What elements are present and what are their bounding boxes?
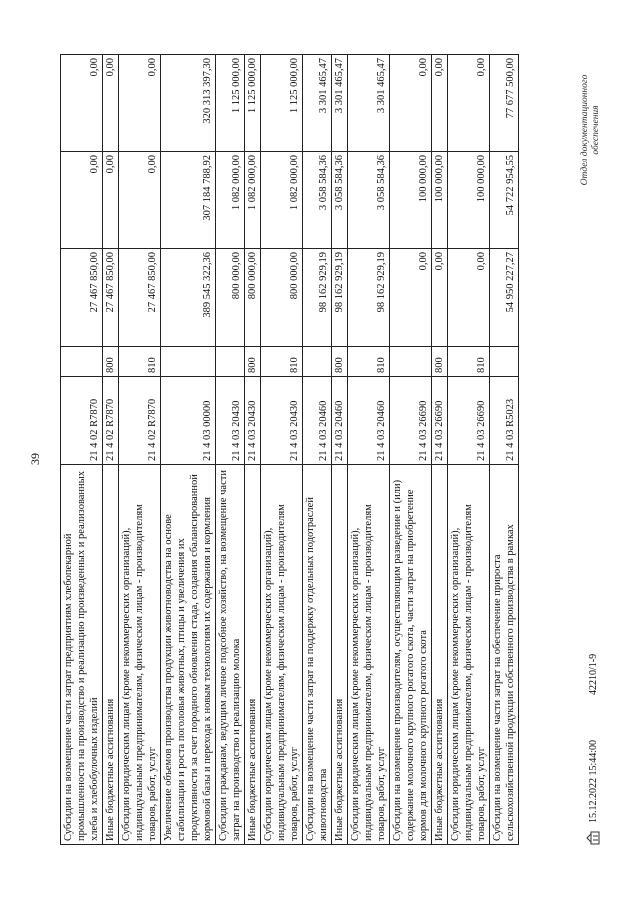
cell-code: 21 4 03 20460 [303, 377, 332, 465]
cell-code: 21 4 03 20430 [261, 377, 303, 465]
cell-a3: 1 125 000,00 [245, 55, 261, 152]
cell-a3: 1 125 000,00 [261, 55, 303, 152]
budget-table-body [61, 55, 519, 845]
cell-code: 21 4 03 20430 [245, 377, 261, 465]
footer-doc-id: 42210/1-9 [588, 653, 599, 695]
cell-name: Иные бюджетные ассигнования [103, 465, 119, 845]
cell-vr [390, 347, 432, 377]
cell-a3: 0,00 [103, 55, 119, 152]
cell-a2: 0,00 [103, 152, 119, 249]
cell-a3: 0,00 [390, 55, 432, 152]
cell-name: Субсидии юридическим лицам (кроме некоммерческих организаций), индивидуальным предпринимателям, физическим лицам - производителям товаров, работ, услуг [348, 465, 390, 845]
cell-a3: 1 125 000,00 [216, 55, 245, 152]
cell-vr [161, 347, 216, 377]
cell-vr [490, 347, 519, 377]
cell-a2: 0,00 [61, 152, 103, 249]
cell-a3: 0,00 [119, 55, 161, 152]
cell-a1: 0,00 [390, 249, 432, 347]
cell-vr: 810 [261, 347, 303, 377]
cell-name: Субсидии юридическим лицам (кроме некоммерческих организаций), индивидуальным предпринимателям, физическим лицам - производителям товаров, работ, услуг [261, 465, 303, 845]
cell-a3: 320 313 397,30 [161, 55, 216, 152]
footer-timestamp: 15.12.2022 15:44:00 [588, 739, 599, 823]
table-row [61, 55, 103, 845]
cell-a3: 3 301 465,47 [303, 55, 332, 152]
cell-name: Субсидии на возмещение части затрат на поддержку отдельных подотраслей животноводства [303, 465, 332, 845]
cell-a3: 0,00 [432, 55, 448, 152]
cell-name: Иные бюджетные ассигнования [332, 465, 348, 845]
cell-code: 21 4 03 20460 [348, 377, 390, 465]
table-row [103, 55, 119, 845]
table-row [261, 55, 303, 845]
cell-a2: 307 184 788,92 [161, 152, 216, 249]
cell-vr [216, 347, 245, 377]
cell-code: 21 4 03 00000 [161, 377, 216, 465]
cell-a2: 100 000,00 [390, 152, 432, 249]
cell-name: Субсидии юридическим лицам (кроме некоммерческих организаций), индивидуальным предпринимателям, физическим лицам - производителям товаров, работ, услуг [119, 465, 161, 845]
cell-a1: 0,00 [432, 249, 448, 347]
table-row [448, 55, 490, 845]
table-row [390, 55, 432, 845]
cell-a1: 98 162 929,19 [332, 249, 348, 347]
cell-code: 21 4 02 R7870 [103, 377, 119, 465]
cell-name: Субсидии на возмещение части затрат предприятиям хлебопекарной промышленности на производство и реализацию произведенных и реализованных хлеба и хлебобулочных изделий [61, 465, 103, 845]
table-row [161, 55, 216, 845]
table-row [348, 55, 390, 845]
cell-a2: 54 722 954,55 [490, 152, 519, 249]
cell-vr [303, 347, 332, 377]
cell-a1: 98 162 929,19 [303, 249, 332, 347]
cell-name: Субсидии на возмещение части затрат на обеспечение прироста сельскохозяйственной продукции собственного производства в рамках [490, 465, 519, 845]
cell-a2: 100 000,00 [448, 152, 490, 249]
page-number: 39 [28, 453, 42, 465]
table-row [245, 55, 261, 845]
cell-a2: 3 058 584,36 [303, 152, 332, 249]
cell-a3: 0,00 [448, 55, 490, 152]
cell-a1: 800 000,00 [216, 249, 245, 347]
cell-code: 21 4 03 26690 [432, 377, 448, 465]
cell-a3: 3 301 465,47 [348, 55, 390, 152]
footer-dept-line2: обеспечения [591, 105, 601, 155]
cell-vr: 800 [245, 347, 261, 377]
table-row [490, 55, 519, 845]
footer-department [580, 55, 602, 205]
page-footer [578, 55, 618, 845]
cell-a1: 389 545 322,36 [161, 249, 216, 347]
cell-vr: 810 [348, 347, 390, 377]
cell-name: Иные бюджетные ассигнования [245, 465, 261, 845]
table-row [303, 55, 332, 845]
cell-vr: 810 [448, 347, 490, 377]
footer-dept-line1: Отдел документационного [580, 74, 590, 186]
cell-a2: 100 000,00 [432, 152, 448, 249]
cell-name: Увеличение объемов производства продукции животноводства на основе стабилизации и роста поголовья животных, птицы и увеличения их продуктивности за счет породного обновления стада, создания сбалансированной кормовой базы и перехода к новым технологиям их содержания и кормления [161, 465, 216, 845]
cell-a2: 1 082 000,00 [216, 152, 245, 249]
cell-a2: 1 082 000,00 [261, 152, 303, 249]
seal-icon [586, 831, 600, 845]
cell-name: Субсидии гражданам, ведущим личное подсобное хозяйство, на возмещение части затрат на производство и реализацию молока [216, 465, 245, 845]
cell-vr: 800 [332, 347, 348, 377]
cell-code: 21 4 03 20430 [216, 377, 245, 465]
cell-vr [61, 347, 103, 377]
budget-table [60, 54, 519, 845]
cell-a2: 1 082 000,00 [245, 152, 261, 249]
cell-a3: 3 301 465,47 [332, 55, 348, 152]
cell-vr: 810 [119, 347, 161, 377]
cell-a1: 27 467 850,00 [119, 249, 161, 347]
table-row [432, 55, 448, 845]
cell-code: 21 4 02 R7870 [119, 377, 161, 465]
cell-a1: 800 000,00 [245, 249, 261, 347]
cell-name: Субсидии на возмещение производителям, осуществляющим разведение и (или) содержание молочного крупного рогатого скота, части затрат на приобретение кормов для молочного крупного рогатого скота [390, 465, 432, 845]
cell-a1: 800 000,00 [261, 249, 303, 347]
cell-code: 21 4 03 R5023 [490, 377, 519, 465]
cell-a1: 27 467 850,00 [103, 249, 119, 347]
table-row [216, 55, 245, 845]
table-row [119, 55, 161, 845]
cell-a2: 3 058 584,36 [348, 152, 390, 249]
cell-vr: 800 [103, 347, 119, 377]
cell-a2: 0,00 [119, 152, 161, 249]
cell-code: 21 4 03 26690 [390, 377, 432, 465]
cell-vr: 800 [432, 347, 448, 377]
cell-code: 21 4 03 20460 [332, 377, 348, 465]
cell-code: 21 4 02 R7870 [61, 377, 103, 465]
cell-a2: 3 058 584,36 [332, 152, 348, 249]
cell-a3: 0,00 [61, 55, 103, 152]
table-row [332, 55, 348, 845]
cell-a1: 54 950 227,27 [490, 249, 519, 347]
cell-code: 21 4 03 26690 [448, 377, 490, 465]
cell-name: Иные бюджетные ассигнования [432, 465, 448, 845]
cell-name: Субсидии юридическим лицам (кроме некоммерческих организаций), индивидуальным предпринимателям, физическим лицам - производителям товаров, работ, услуг [448, 465, 490, 845]
cell-a3: 77 677 500,00 [490, 55, 519, 152]
cell-a1: 98 162 929,19 [348, 249, 390, 347]
cell-a1: 27 467 850,00 [61, 249, 103, 347]
cell-a1: 0,00 [448, 249, 490, 347]
